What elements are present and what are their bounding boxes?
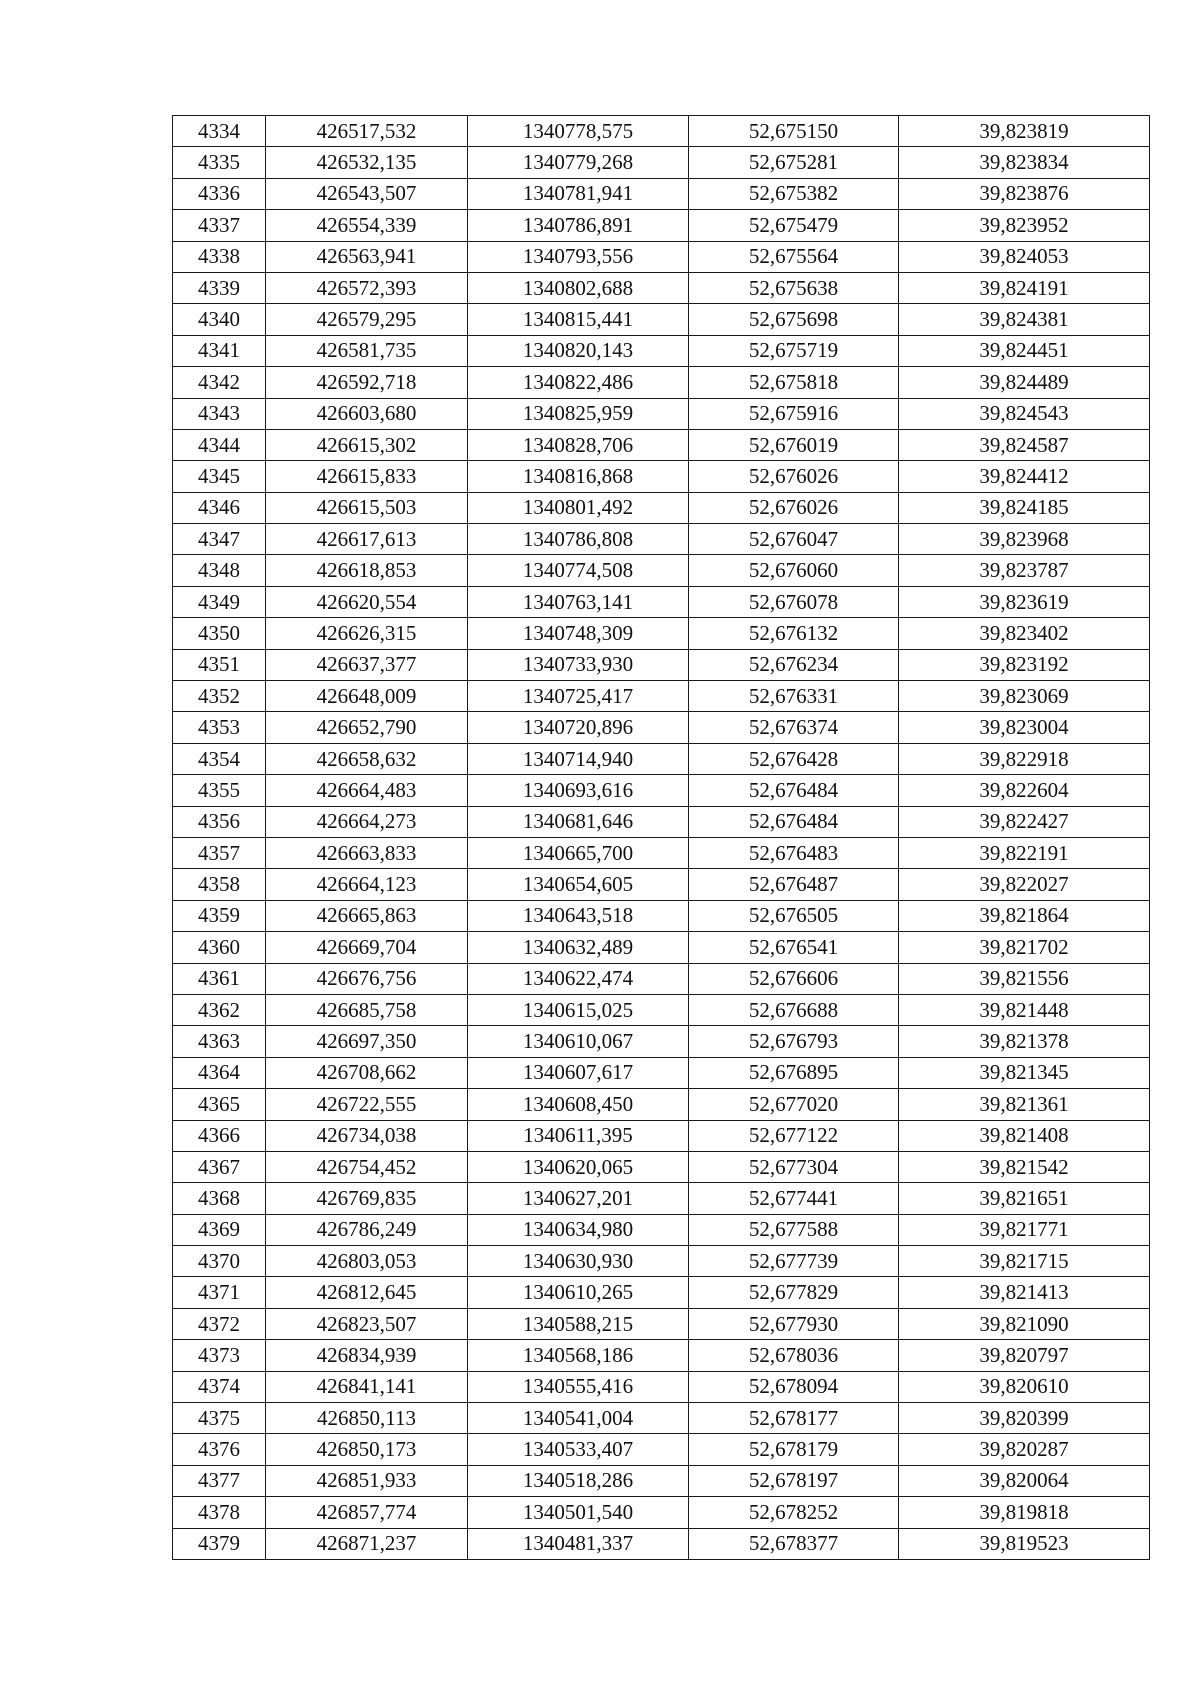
table-row xyxy=(173,210,1150,241)
latitude-cell: 52,676428 xyxy=(689,743,899,774)
latitude-cell: 52,676505 xyxy=(689,900,899,931)
latitude-cell: 52,675719 xyxy=(689,335,899,366)
point-number-cell: 4338 xyxy=(173,241,266,272)
latitude-cell: 52,677441 xyxy=(689,1183,899,1214)
y-coordinate-cell: 1340681,646 xyxy=(468,806,689,837)
point-number-cell: 4334 xyxy=(173,116,266,147)
latitude-cell: 52,675382 xyxy=(689,178,899,209)
longitude-cell: 39,824587 xyxy=(899,429,1150,460)
point-number-cell: 4362 xyxy=(173,994,266,1025)
point-number-cell: 4373 xyxy=(173,1340,266,1371)
point-number-cell: 4347 xyxy=(173,524,266,555)
table-row xyxy=(173,178,1150,209)
longitude-cell: 39,824412 xyxy=(899,461,1150,492)
longitude-cell: 39,824543 xyxy=(899,398,1150,429)
point-number-cell: 4349 xyxy=(173,586,266,617)
point-number-cell: 4336 xyxy=(173,178,266,209)
x-coordinate-cell: 426708,662 xyxy=(266,1057,468,1088)
y-coordinate-cell: 1340620,065 xyxy=(468,1151,689,1182)
table-row xyxy=(173,1308,1150,1339)
latitude-cell: 52,676234 xyxy=(689,649,899,680)
point-number-cell: 4335 xyxy=(173,147,266,178)
latitude-cell: 52,678377 xyxy=(689,1528,899,1559)
point-number-cell: 4348 xyxy=(173,555,266,586)
x-coordinate-cell: 426665,863 xyxy=(266,900,468,931)
y-coordinate-cell: 1340634,980 xyxy=(468,1214,689,1245)
y-coordinate-cell: 1340665,700 xyxy=(468,837,689,868)
table-row xyxy=(173,712,1150,743)
coordinates-table xyxy=(172,115,1150,1560)
latitude-cell: 52,676026 xyxy=(689,461,899,492)
table-row xyxy=(173,900,1150,931)
x-coordinate-cell: 426754,452 xyxy=(266,1151,468,1182)
longitude-cell: 39,824381 xyxy=(899,304,1150,335)
x-coordinate-cell: 426734,038 xyxy=(266,1120,468,1151)
y-coordinate-cell: 1340733,930 xyxy=(468,649,689,680)
table-row xyxy=(173,649,1150,680)
point-number-cell: 4354 xyxy=(173,743,266,774)
latitude-cell: 52,676060 xyxy=(689,555,899,586)
table-row xyxy=(173,1120,1150,1151)
x-coordinate-cell: 426617,613 xyxy=(266,524,468,555)
point-number-cell: 4342 xyxy=(173,367,266,398)
longitude-cell: 39,823192 xyxy=(899,649,1150,680)
latitude-cell: 52,675150 xyxy=(689,116,899,147)
table-row xyxy=(173,1277,1150,1308)
y-coordinate-cell: 1340588,215 xyxy=(468,1308,689,1339)
latitude-cell: 52,677304 xyxy=(689,1151,899,1182)
longitude-cell: 39,823968 xyxy=(899,524,1150,555)
point-number-cell: 4356 xyxy=(173,806,266,837)
longitude-cell: 39,823876 xyxy=(899,178,1150,209)
x-coordinate-cell: 426637,377 xyxy=(266,649,468,680)
table-row xyxy=(173,963,1150,994)
y-coordinate-cell: 1340815,441 xyxy=(468,304,689,335)
table-row xyxy=(173,524,1150,555)
longitude-cell: 39,823004 xyxy=(899,712,1150,743)
latitude-cell: 52,676793 xyxy=(689,1026,899,1057)
y-coordinate-cell: 1340822,486 xyxy=(468,367,689,398)
longitude-cell: 39,820610 xyxy=(899,1371,1150,1402)
x-coordinate-cell: 426652,790 xyxy=(266,712,468,743)
longitude-cell: 39,820797 xyxy=(899,1340,1150,1371)
y-coordinate-cell: 1340725,417 xyxy=(468,681,689,712)
point-number-cell: 4340 xyxy=(173,304,266,335)
latitude-cell: 52,676688 xyxy=(689,994,899,1025)
y-coordinate-cell: 1340501,540 xyxy=(468,1497,689,1528)
x-coordinate-cell: 426615,833 xyxy=(266,461,468,492)
point-number-cell: 4377 xyxy=(173,1465,266,1496)
point-number-cell: 4376 xyxy=(173,1434,266,1465)
table-row xyxy=(173,681,1150,712)
x-coordinate-cell: 426554,339 xyxy=(266,210,468,241)
x-coordinate-cell: 426543,507 xyxy=(266,178,468,209)
table-row xyxy=(173,1340,1150,1371)
longitude-cell: 39,822191 xyxy=(899,837,1150,868)
longitude-cell: 39,820064 xyxy=(899,1465,1150,1496)
latitude-cell: 52,676047 xyxy=(689,524,899,555)
latitude-cell: 52,675916 xyxy=(689,398,899,429)
y-coordinate-cell: 1340786,808 xyxy=(468,524,689,555)
latitude-cell: 52,676484 xyxy=(689,806,899,837)
y-coordinate-cell: 1340555,416 xyxy=(468,1371,689,1402)
longitude-cell: 39,821361 xyxy=(899,1089,1150,1120)
longitude-cell: 39,823069 xyxy=(899,681,1150,712)
longitude-cell: 39,822918 xyxy=(899,743,1150,774)
x-coordinate-cell: 426658,632 xyxy=(266,743,468,774)
longitude-cell: 39,821715 xyxy=(899,1246,1150,1277)
longitude-cell: 39,823819 xyxy=(899,116,1150,147)
x-coordinate-cell: 426615,503 xyxy=(266,492,468,523)
y-coordinate-cell: 1340825,959 xyxy=(468,398,689,429)
y-coordinate-cell: 1340568,186 xyxy=(468,1340,689,1371)
latitude-cell: 52,676078 xyxy=(689,586,899,617)
y-coordinate-cell: 1340714,940 xyxy=(468,743,689,774)
x-coordinate-cell: 426669,704 xyxy=(266,932,468,963)
point-number-cell: 4352 xyxy=(173,681,266,712)
latitude-cell: 52,678197 xyxy=(689,1465,899,1496)
point-number-cell: 4365 xyxy=(173,1089,266,1120)
latitude-cell: 52,677588 xyxy=(689,1214,899,1245)
x-coordinate-cell: 426823,507 xyxy=(266,1308,468,1339)
longitude-cell: 39,821556 xyxy=(899,963,1150,994)
latitude-cell: 52,676541 xyxy=(689,932,899,963)
point-number-cell: 4341 xyxy=(173,335,266,366)
point-number-cell: 4358 xyxy=(173,869,266,900)
x-coordinate-cell: 426592,718 xyxy=(266,367,468,398)
point-number-cell: 4355 xyxy=(173,775,266,806)
point-number-cell: 4350 xyxy=(173,618,266,649)
table-row xyxy=(173,1026,1150,1057)
table-row xyxy=(173,116,1150,147)
y-coordinate-cell: 1340622,474 xyxy=(468,963,689,994)
latitude-cell: 52,676132 xyxy=(689,618,899,649)
table-row xyxy=(173,335,1150,366)
longitude-cell: 39,821651 xyxy=(899,1183,1150,1214)
y-coordinate-cell: 1340630,930 xyxy=(468,1246,689,1277)
latitude-cell: 52,678252 xyxy=(689,1497,899,1528)
table-row xyxy=(173,367,1150,398)
longitude-cell: 39,820287 xyxy=(899,1434,1150,1465)
point-number-cell: 4346 xyxy=(173,492,266,523)
longitude-cell: 39,824489 xyxy=(899,367,1150,398)
longitude-cell: 39,823787 xyxy=(899,555,1150,586)
point-number-cell: 4345 xyxy=(173,461,266,492)
latitude-cell: 52,675479 xyxy=(689,210,899,241)
point-number-cell: 4379 xyxy=(173,1528,266,1559)
table-row xyxy=(173,1057,1150,1088)
latitude-cell: 52,676374 xyxy=(689,712,899,743)
point-number-cell: 4378 xyxy=(173,1497,266,1528)
x-coordinate-cell: 426697,350 xyxy=(266,1026,468,1057)
longitude-cell: 39,821864 xyxy=(899,900,1150,931)
y-coordinate-cell: 1340748,309 xyxy=(468,618,689,649)
point-number-cell: 4343 xyxy=(173,398,266,429)
x-coordinate-cell: 426563,941 xyxy=(266,241,468,272)
y-coordinate-cell: 1340608,450 xyxy=(468,1089,689,1120)
x-coordinate-cell: 426676,756 xyxy=(266,963,468,994)
point-number-cell: 4371 xyxy=(173,1277,266,1308)
point-number-cell: 4367 xyxy=(173,1151,266,1182)
table-row xyxy=(173,932,1150,963)
coordinates-table-body xyxy=(173,116,1150,1560)
longitude-cell: 39,824451 xyxy=(899,335,1150,366)
latitude-cell: 52,676895 xyxy=(689,1057,899,1088)
x-coordinate-cell: 426664,483 xyxy=(266,775,468,806)
y-coordinate-cell: 1340643,518 xyxy=(468,900,689,931)
x-coordinate-cell: 426841,141 xyxy=(266,1371,468,1402)
y-coordinate-cell: 1340779,268 xyxy=(468,147,689,178)
latitude-cell: 52,676019 xyxy=(689,429,899,460)
table-row xyxy=(173,837,1150,868)
y-coordinate-cell: 1340654,605 xyxy=(468,869,689,900)
table-row xyxy=(173,1183,1150,1214)
y-coordinate-cell: 1340615,025 xyxy=(468,994,689,1025)
x-coordinate-cell: 426579,295 xyxy=(266,304,468,335)
point-number-cell: 4368 xyxy=(173,1183,266,1214)
y-coordinate-cell: 1340541,004 xyxy=(468,1403,689,1434)
table-row xyxy=(173,1151,1150,1182)
y-coordinate-cell: 1340801,492 xyxy=(468,492,689,523)
latitude-cell: 52,676331 xyxy=(689,681,899,712)
table-row xyxy=(173,1246,1150,1277)
x-coordinate-cell: 426581,735 xyxy=(266,335,468,366)
point-number-cell: 4357 xyxy=(173,837,266,868)
x-coordinate-cell: 426786,249 xyxy=(266,1214,468,1245)
table-row xyxy=(173,869,1150,900)
longitude-cell: 39,823402 xyxy=(899,618,1150,649)
longitude-cell: 39,821378 xyxy=(899,1026,1150,1057)
latitude-cell: 52,678094 xyxy=(689,1371,899,1402)
latitude-cell: 52,677020 xyxy=(689,1089,899,1120)
latitude-cell: 52,675638 xyxy=(689,272,899,303)
table-row xyxy=(173,1214,1150,1245)
point-number-cell: 4374 xyxy=(173,1371,266,1402)
latitude-cell: 52,678036 xyxy=(689,1340,899,1371)
y-coordinate-cell: 1340778,575 xyxy=(468,116,689,147)
point-number-cell: 4363 xyxy=(173,1026,266,1057)
table-row xyxy=(173,398,1150,429)
y-coordinate-cell: 1340481,337 xyxy=(468,1528,689,1559)
y-coordinate-cell: 1340786,891 xyxy=(468,210,689,241)
longitude-cell: 39,820399 xyxy=(899,1403,1150,1434)
latitude-cell: 52,677739 xyxy=(689,1246,899,1277)
longitude-cell: 39,824185 xyxy=(899,492,1150,523)
table-row xyxy=(173,272,1150,303)
table-row xyxy=(173,429,1150,460)
latitude-cell: 52,675281 xyxy=(689,147,899,178)
longitude-cell: 39,822027 xyxy=(899,869,1150,900)
y-coordinate-cell: 1340693,616 xyxy=(468,775,689,806)
longitude-cell: 39,821542 xyxy=(899,1151,1150,1182)
y-coordinate-cell: 1340607,617 xyxy=(468,1057,689,1088)
x-coordinate-cell: 426857,774 xyxy=(266,1497,468,1528)
table-row xyxy=(173,586,1150,617)
x-coordinate-cell: 426769,835 xyxy=(266,1183,468,1214)
point-number-cell: 4360 xyxy=(173,932,266,963)
x-coordinate-cell: 426812,645 xyxy=(266,1277,468,1308)
y-coordinate-cell: 1340518,286 xyxy=(468,1465,689,1496)
x-coordinate-cell: 426850,113 xyxy=(266,1403,468,1434)
point-number-cell: 4364 xyxy=(173,1057,266,1088)
x-coordinate-cell: 426722,555 xyxy=(266,1089,468,1120)
latitude-cell: 52,676026 xyxy=(689,492,899,523)
latitude-cell: 52,677829 xyxy=(689,1277,899,1308)
x-coordinate-cell: 426620,554 xyxy=(266,586,468,617)
table-row xyxy=(173,994,1150,1025)
longitude-cell: 39,821090 xyxy=(899,1308,1150,1339)
x-coordinate-cell: 426803,053 xyxy=(266,1246,468,1277)
table-row xyxy=(173,618,1150,649)
longitude-cell: 39,819523 xyxy=(899,1528,1150,1559)
point-number-cell: 4366 xyxy=(173,1120,266,1151)
point-number-cell: 4353 xyxy=(173,712,266,743)
point-number-cell: 4344 xyxy=(173,429,266,460)
longitude-cell: 39,821408 xyxy=(899,1120,1150,1151)
table-row xyxy=(173,1434,1150,1465)
x-coordinate-cell: 426851,933 xyxy=(266,1465,468,1496)
y-coordinate-cell: 1340533,407 xyxy=(468,1434,689,1465)
y-coordinate-cell: 1340774,508 xyxy=(468,555,689,586)
table-row xyxy=(173,1089,1150,1120)
table-row xyxy=(173,492,1150,523)
longitude-cell: 39,824191 xyxy=(899,272,1150,303)
x-coordinate-cell: 426664,273 xyxy=(266,806,468,837)
point-number-cell: 4372 xyxy=(173,1308,266,1339)
latitude-cell: 52,676487 xyxy=(689,869,899,900)
table-row xyxy=(173,241,1150,272)
x-coordinate-cell: 426685,758 xyxy=(266,994,468,1025)
y-coordinate-cell: 1340828,706 xyxy=(468,429,689,460)
y-coordinate-cell: 1340610,067 xyxy=(468,1026,689,1057)
x-coordinate-cell: 426850,173 xyxy=(266,1434,468,1465)
point-number-cell: 4369 xyxy=(173,1214,266,1245)
table-row xyxy=(173,806,1150,837)
longitude-cell: 39,823952 xyxy=(899,210,1150,241)
y-coordinate-cell: 1340781,941 xyxy=(468,178,689,209)
table-row xyxy=(173,1403,1150,1434)
x-coordinate-cell: 426664,123 xyxy=(266,869,468,900)
latitude-cell: 52,675818 xyxy=(689,367,899,398)
x-coordinate-cell: 426517,532 xyxy=(266,116,468,147)
table-row xyxy=(173,1497,1150,1528)
x-coordinate-cell: 426615,302 xyxy=(266,429,468,460)
y-coordinate-cell: 1340720,896 xyxy=(468,712,689,743)
table-row xyxy=(173,304,1150,335)
longitude-cell: 39,821413 xyxy=(899,1277,1150,1308)
longitude-cell: 39,821702 xyxy=(899,932,1150,963)
y-coordinate-cell: 1340632,489 xyxy=(468,932,689,963)
y-coordinate-cell: 1340610,265 xyxy=(468,1277,689,1308)
x-coordinate-cell: 426663,833 xyxy=(266,837,468,868)
longitude-cell: 39,819818 xyxy=(899,1497,1150,1528)
latitude-cell: 52,676606 xyxy=(689,963,899,994)
table-row xyxy=(173,1371,1150,1402)
table-row xyxy=(173,461,1150,492)
table-row xyxy=(173,147,1150,178)
longitude-cell: 39,821448 xyxy=(899,994,1150,1025)
point-number-cell: 4359 xyxy=(173,900,266,931)
longitude-cell: 39,821771 xyxy=(899,1214,1150,1245)
table-row xyxy=(173,775,1150,806)
latitude-cell: 52,678179 xyxy=(689,1434,899,1465)
latitude-cell: 52,676484 xyxy=(689,775,899,806)
x-coordinate-cell: 426532,135 xyxy=(266,147,468,178)
point-number-cell: 4370 xyxy=(173,1246,266,1277)
latitude-cell: 52,676483 xyxy=(689,837,899,868)
table-row xyxy=(173,1465,1150,1496)
y-coordinate-cell: 1340611,395 xyxy=(468,1120,689,1151)
y-coordinate-cell: 1340763,141 xyxy=(468,586,689,617)
x-coordinate-cell: 426871,237 xyxy=(266,1528,468,1559)
latitude-cell: 52,675698 xyxy=(689,304,899,335)
table-row xyxy=(173,743,1150,774)
latitude-cell: 52,677122 xyxy=(689,1120,899,1151)
longitude-cell: 39,822604 xyxy=(899,775,1150,806)
point-number-cell: 4337 xyxy=(173,210,266,241)
x-coordinate-cell: 426618,853 xyxy=(266,555,468,586)
latitude-cell: 52,678177 xyxy=(689,1403,899,1434)
y-coordinate-cell: 1340802,688 xyxy=(468,272,689,303)
point-number-cell: 4361 xyxy=(173,963,266,994)
point-number-cell: 4375 xyxy=(173,1403,266,1434)
point-number-cell: 4351 xyxy=(173,649,266,680)
x-coordinate-cell: 426603,680 xyxy=(266,398,468,429)
y-coordinate-cell: 1340627,201 xyxy=(468,1183,689,1214)
latitude-cell: 52,675564 xyxy=(689,241,899,272)
longitude-cell: 39,822427 xyxy=(899,806,1150,837)
table-row xyxy=(173,1528,1150,1559)
y-coordinate-cell: 1340820,143 xyxy=(468,335,689,366)
longitude-cell: 39,824053 xyxy=(899,241,1150,272)
longitude-cell: 39,823619 xyxy=(899,586,1150,617)
latitude-cell: 52,677930 xyxy=(689,1308,899,1339)
x-coordinate-cell: 426626,315 xyxy=(266,618,468,649)
point-number-cell: 4339 xyxy=(173,272,266,303)
longitude-cell: 39,821345 xyxy=(899,1057,1150,1088)
x-coordinate-cell: 426648,009 xyxy=(266,681,468,712)
longitude-cell: 39,823834 xyxy=(899,147,1150,178)
x-coordinate-cell: 426834,939 xyxy=(266,1340,468,1371)
x-coordinate-cell: 426572,393 xyxy=(266,272,468,303)
y-coordinate-cell: 1340793,556 xyxy=(468,241,689,272)
y-coordinate-cell: 1340816,868 xyxy=(468,461,689,492)
table-row xyxy=(173,555,1150,586)
